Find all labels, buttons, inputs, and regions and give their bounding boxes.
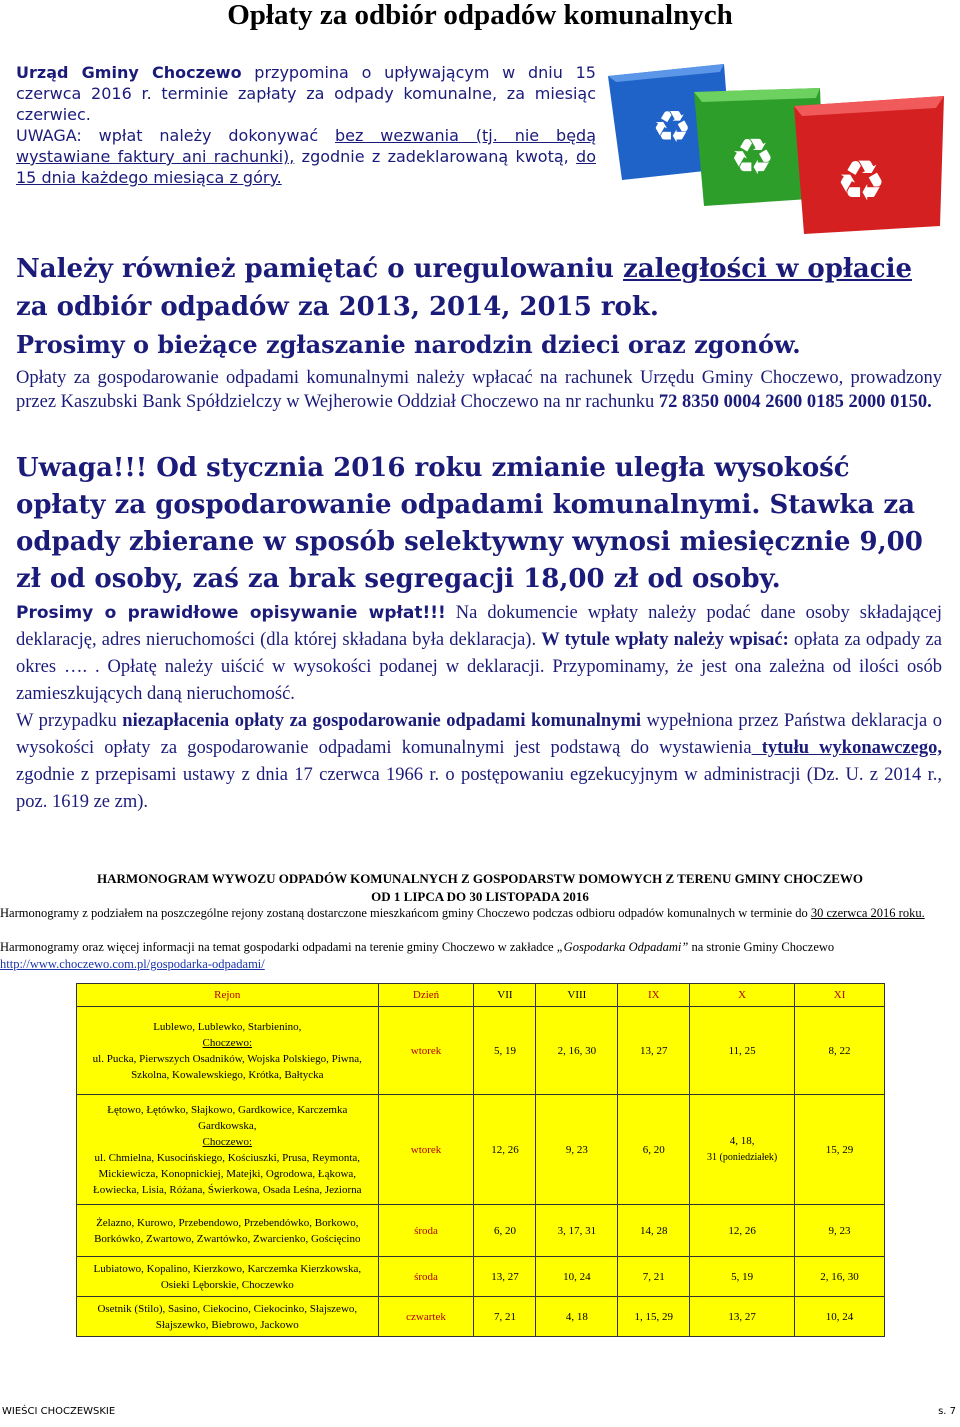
footer-page-number: s. 7 — [938, 1406, 956, 1417]
table-row — [77, 1007, 885, 1095]
day-cell: wtorek — [378, 1095, 474, 1205]
page-title: Opłaty za odbiór odpadów komunalnych — [227, 0, 733, 31]
svg-text:♻: ♻ — [652, 102, 692, 153]
x-cell: 12, 26 — [690, 1205, 795, 1257]
payment-desc-t3: W przypadku — [16, 711, 123, 731]
births-deaths-notice: Prosimy o bieżące zgłaszanie narodzin dzieci oraz zgonów. — [16, 330, 801, 359]
schedule-info-1-date: 30 czerwca 2016 roku. — [810, 906, 925, 920]
vii-cell: 12, 26 — [474, 1095, 536, 1205]
header-day: Dzień — [378, 984, 474, 1007]
intro-text — [16, 62, 596, 188]
schedule-header-line1: HARMONOGRAM WYWOZU ODPADÓW KOMUNALNYCH Z GOSPODARSTW DOMOWYCH Z TERENU GMINY CHOCZEWO — [96, 871, 864, 886]
arrears-underlined: zaległości w opłacie — [623, 254, 913, 284]
region-a: Łętowo, Łętówko, Słajkowo, Gardkowice, Karczemka Gardkowska, — [107, 1103, 348, 1132]
intro-reminder: przypomina o upływającym w dniu 15 czerwca 2016 r. terminie zapłaty za odpady komunalne, za miesiąc czerwiec. — [16, 63, 596, 124]
payment-desc-t5: zgodnie z przepisami ustawy z dnia 17 czerwca 1966 r. o postępowaniu egzekucyjnym w administracji (Dz. U. z 2014 r., poz. 1619 ze zm). — [16, 765, 942, 812]
day-cell: środa — [378, 1205, 474, 1257]
payment-desc-bold2: W tytule wpłaty należy wpisać: — [541, 630, 789, 650]
x-cell: 11, 25 — [690, 1007, 795, 1095]
intro-office: Urząd Gminy Choczewo — [16, 63, 242, 82]
recycling-bins-image — [604, 58, 948, 236]
day-cell: środa — [378, 1257, 474, 1297]
website-link[interactable]: http://www.choczewo.com.pl/gospodarka-odpadami/ — [0, 957, 265, 971]
arrears-text-a: Należy również pamiętać o uregulowaniu — [16, 254, 624, 284]
intro-warning-u1: bez wezwania (tj. nie będą wystawiane faktury ani rachunki), — [16, 126, 596, 166]
header-viii: VIII — [536, 984, 618, 1007]
viii-cell: 10, 24 — [536, 1257, 618, 1297]
rate-change-notice: Uwaga!!! Od stycznia 2016 roku zmianie uległa wysokość opłaty za gospodarowanie odpadami komunalnymi. Stawka za odpady zbierane w sposób selektywny wynosi miesięcznie 9,00 zł od osoby, zaś za brak segregacji 18,00 zł od osoby. — [16, 453, 923, 594]
schedule-header — [0, 870, 960, 906]
region-cell: Osetnik (Stilo), Sasino, Ciekocino, Ciekocinko, Słajszewo, Słajszewko, Biebrowo, Jackowo — [77, 1297, 379, 1337]
header-x: X — [690, 984, 795, 1007]
xi-cell: 2, 16, 30 — [795, 1257, 885, 1297]
x-dates: 4, 18, — [729, 1135, 755, 1147]
region-cell — [77, 1007, 379, 1095]
region-b: ul. Pucka, Pierwszych Osadników, Wojska Polskiego, Piwna, Szkolna, Kowalewskiego, Krótka, Bałtycka — [92, 1052, 362, 1081]
table-row — [77, 1095, 885, 1205]
viii-cell: 2, 16, 30 — [536, 1007, 618, 1095]
header-ix: IX — [618, 984, 690, 1007]
schedule-header-line2: OD 1 LIPCA DO 30 LISTOPADA 2016 — [371, 889, 589, 904]
vii-cell: 7, 21 — [474, 1297, 536, 1337]
intro-warning: UWAGA: wpłat należy dokonywać — [16, 126, 336, 145]
header-xi: XI — [795, 984, 885, 1007]
payment-desc-bold3: niezapłacenia opłaty za gospodarowanie odpadami komunalnymi — [122, 711, 642, 731]
vii-cell: 13, 27 — [474, 1257, 536, 1297]
x-cell: 13, 27 — [690, 1297, 795, 1337]
footer-publication: WIEŚCI CHOCZEWSKIE — [2, 1406, 116, 1417]
intro-warning-u2: do 15 dnia każdego miesiąca z góry. — [16, 147, 596, 187]
header-vii: VII — [474, 984, 536, 1007]
x-cell — [690, 1095, 795, 1205]
payment-desc-t4: wypełniona przez Państwa deklaracja o wysokości opłaty za gospodarowanie odpadami komunalnymi jest podstawą do wystawienia — [16, 711, 942, 758]
table-row — [77, 1297, 885, 1337]
ix-cell: 13, 27 — [618, 1007, 690, 1095]
xi-cell: 9, 23 — [795, 1205, 885, 1257]
payment-account-text — [16, 366, 942, 414]
vii-cell: 5, 19 — [474, 1007, 536, 1095]
table-row — [77, 1205, 885, 1257]
schedule-table — [76, 983, 885, 1337]
schedule-info-2-text: Harmonogramy oraz więcej informacji na temat gospodarki odpadami na terenie gminy Choczewo w zakładce — [0, 940, 557, 954]
schedule-info-2-text-b: na stronie Gminy Choczewo — [688, 940, 835, 954]
viii-cell: 9, 23 — [536, 1095, 618, 1205]
xi-cell: 8, 22 — [795, 1007, 885, 1095]
payment-desc-t2: opłata za odpady za okres …. . Opłatę należy uiścić w wysokości podanej w deklaracji. Przypominamy, że jest ona zależna od ilości osób zamieszkujących daną nieruchomość. — [16, 630, 942, 704]
payment-description-text — [16, 600, 942, 816]
region-b: ul. Chmielna, Kusocińskiego, Kościuszki, Prusa, Reymonta, Mickiewicza, Konopnickiej, Matejki, Ogrodowa, Łąkowa, Łowiecka, Lisia, Różana, Świerkowa, Osada Leśna, Jeziorna — [93, 1151, 362, 1196]
vii-cell: 6, 20 — [474, 1205, 536, 1257]
payment-desc-t1: Na dokumencie wpłaty należy podać dane osoby składającej deklarację, adres nieruchomości (dla której składana była deklaracja). — [16, 603, 942, 650]
ix-cell: 1, 15, 29 — [618, 1297, 690, 1337]
region-cell: Żelazno, Kurowo, Przebendowo, Przebendówko, Borkowo, Borkówko, Zwartowo, Zwartówko, Zwarcienko, Gościęcino — [77, 1205, 379, 1257]
payment-desc-underline: tytułu wykonawczego, — [751, 738, 942, 758]
svg-text:♻: ♻ — [836, 149, 887, 214]
arrears-text-b: za odbiór odpadów za 2013, 2014, 2015 rok. — [16, 292, 659, 322]
x-note: 31 (poniedziałek) — [707, 1152, 778, 1163]
x-cell: 5, 19 — [690, 1257, 795, 1297]
xi-cell: 10, 24 — [795, 1297, 885, 1337]
header-region: Rejon — [77, 984, 379, 1007]
account-number: 72 8350 0004 2600 0185 2000 0150. — [658, 392, 932, 412]
region-label: Choczewo: — [202, 1036, 253, 1049]
day-cell: czwartek — [378, 1297, 474, 1337]
intro-warning-b: zgodnie z zadeklarowaną kwotą, — [294, 147, 577, 166]
region-cell — [77, 1095, 379, 1205]
xi-cell: 15, 29 — [795, 1095, 885, 1205]
schedule-info-2 — [0, 939, 956, 973]
region-label: Choczewo: — [202, 1135, 253, 1148]
payment-account-desc: Opłaty za gospodarowanie odpadami komunalnymi należy wpłacać na rachunek Urzędu Gminy Choczewo, prowadzony przez Kaszubski Bank Spółdzielczy w Wejherowie Oddział Choczewo na nr rachunku — [16, 368, 942, 412]
region-a: Lublewo, Lublewko, Starbienino, — [153, 1020, 302, 1033]
region-cell: Lubiatowo, Kopalino, Kierzkowo, Karczemka Kierzkowska, Osieki Lęborskie, Choczewko — [77, 1257, 379, 1297]
schedule-info-1-text: Harmonogramy z podziałem na poszczególne rejony zostaną dostarczone mieszkańcom gminy Choczewo podczas odbioru odpadów komunalnych w terminie do — [0, 906, 811, 920]
table-row — [77, 1257, 885, 1297]
ix-cell: 7, 21 — [618, 1257, 690, 1297]
payment-desc-bold1: Prosimy o prawidłowe opisywanie wpłat!!! — [16, 603, 446, 623]
ix-cell: 6, 20 — [618, 1095, 690, 1205]
table-header-row — [77, 984, 885, 1007]
viii-cell: 4, 18 — [536, 1297, 618, 1337]
schedule-info-2-tab: „Gospodarka Odpadami” — [556, 940, 689, 954]
recycle-bin-red-icon — [794, 96, 944, 234]
schedule-info-1 — [0, 905, 956, 922]
svg-text:♻: ♻ — [730, 128, 775, 186]
viii-cell: 3, 17, 31 — [536, 1205, 618, 1257]
ix-cell: 14, 28 — [618, 1205, 690, 1257]
arrears-notice — [16, 250, 944, 326]
day-cell: wtorek — [378, 1007, 474, 1095]
